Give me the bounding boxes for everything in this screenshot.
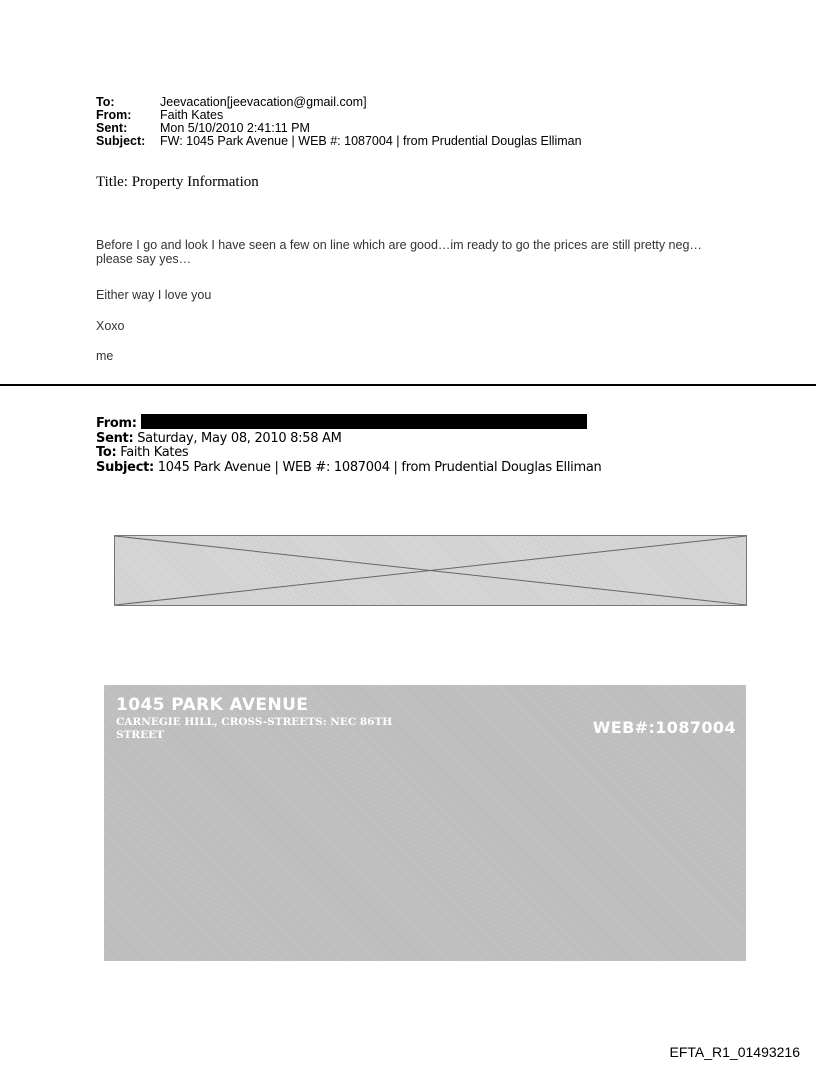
missing-image-placeholder [114,535,747,606]
subject-value: FW: 1045 Park Avenue | WEB #: 1087004 | from Prudential Douglas Elliman [160,134,582,148]
listing-neighborhood: CARNEGIE HILL, CROSS-STREETS: NEC 86TH STREET [116,716,393,741]
to-label: To: [96,95,115,109]
sent-label: Sent: [96,430,134,446]
email-body-paragraph: Xoxo [96,319,125,333]
email-body-paragraph: Either way I love you [96,288,212,302]
separator-rule [0,384,816,386]
from-label: From: [96,416,137,431]
sent-value: Mon 5/10/2010 2:41:11 PM [160,121,310,135]
from-value: Faith Kates [160,108,224,122]
email-body-paragraph: Before I go and look I have seen a few on line which are good…im ready to go the prices are still pretty neg…please say yes… [96,238,702,266]
sent-label: Sent: [96,121,128,135]
redaction-bar [141,414,587,429]
subject-label: Subject: [96,459,154,475]
to-label: To: [96,445,117,460]
to-value: Faith Kates [120,445,189,460]
email-signature: me [96,349,114,363]
listing-address: 1045 PARK AVENUE [116,695,309,715]
subject-label: Subject: [96,134,146,148]
subject-value: 1045 Park Avenue | WEB #: 1087004 | from Prudential Douglas Elliman [157,459,602,475]
email-title: Title: Property Information [96,174,259,190]
broken-image-icon [115,536,746,605]
document-id: EFTA_R1_01493216 [669,1044,800,1060]
listing-banner [104,685,746,961]
forwarded-header [96,414,601,475]
email-header [96,96,582,148]
sent-value: Saturday, May 08, 2010 8:58 AM [137,430,342,446]
from-label: From: [96,108,132,122]
listing-web-id: WEB#:1087004 [592,718,736,737]
to-value: Jeevacation[jeevacation@gmail.com] [160,95,367,109]
